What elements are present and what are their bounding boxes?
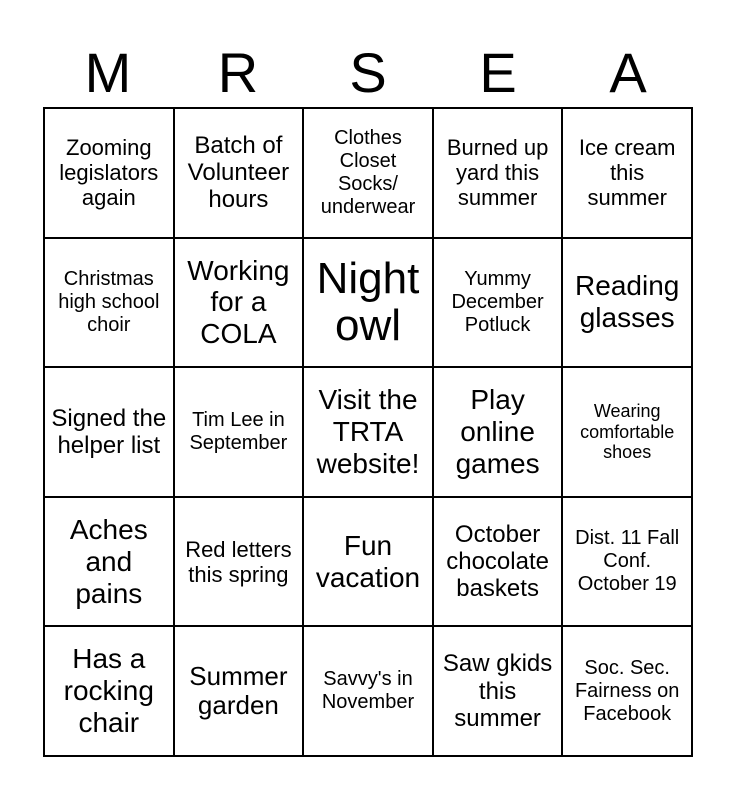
cell-text: Yummy December Potluck <box>451 268 544 336</box>
bingo-cell-r2c3[interactable] <box>304 239 434 369</box>
cell-text: Burned up yard this summer <box>446 135 549 211</box>
header-letter-s: S <box>349 41 387 104</box>
bingo-cell-r4c2[interactable] <box>175 498 305 628</box>
cell-text: October chocolate baskets <box>446 520 549 603</box>
cell-text: Reading glasses <box>575 270 680 334</box>
cell-text: Savvy's in November <box>321 668 415 714</box>
bingo-cell-r4c1[interactable] <box>45 498 175 628</box>
cell-text: Night owl <box>316 253 420 351</box>
cell-text: Fun vacation <box>315 529 421 593</box>
bingo-cell-r5c1[interactable] <box>45 627 175 757</box>
cell-text: Saw gkids this summer <box>442 650 553 732</box>
cell-text: Aches and pains <box>69 513 148 609</box>
cell-text: Clothes Closet Socks/ underwear <box>320 127 416 218</box>
bingo-header <box>43 40 693 106</box>
bingo-cell-r3c2[interactable] <box>175 368 305 498</box>
bingo-cell-r5c2[interactable] <box>175 627 305 757</box>
bingo-cell-r2c4[interactable] <box>434 239 564 369</box>
header-letter-e: E <box>479 41 517 104</box>
header-letter-m: M <box>84 41 132 104</box>
cell-text: Dist. 11 Fall Conf. October 19 <box>575 527 680 595</box>
cell-text: Has a rocking chair <box>63 643 154 739</box>
cell-text: Batch of Volunteer hours <box>187 131 290 214</box>
cell-text: Ice cream this summer <box>578 135 676 211</box>
bingo-cell-r4c5[interactable] <box>563 498 693 628</box>
bingo-cell-r4c3[interactable] <box>304 498 434 628</box>
bingo-cell-r2c2[interactable] <box>175 239 305 369</box>
cell-text: Red letters this spring <box>185 536 292 587</box>
bingo-cell-r1c2[interactable] <box>175 109 305 239</box>
cell-text: Zooming legislators again <box>59 135 159 211</box>
header-letter-a: A <box>609 41 647 104</box>
cell-text: Working for a COLA <box>187 254 290 350</box>
bingo-cell-r2c1[interactable] <box>45 239 175 369</box>
bingo-cell-r5c3[interactable] <box>304 627 434 757</box>
bingo-cell-r5c4[interactable] <box>434 627 564 757</box>
cell-text: Summer garden <box>189 660 288 721</box>
bingo-cell-r1c1[interactable] <box>45 109 175 239</box>
cell-text: Soc. Sec. Fairness on Facebook <box>574 657 680 725</box>
bingo-cell-r1c4[interactable] <box>434 109 564 239</box>
bingo-cell-r5c5[interactable] <box>563 627 693 757</box>
bingo-cell-r3c5[interactable] <box>563 368 693 498</box>
bingo-cell-r1c3[interactable] <box>304 109 434 239</box>
cell-text: Visit the TRTA website! <box>316 384 420 479</box>
bingo-cell-r2c5[interactable] <box>563 239 693 369</box>
bingo-grid <box>43 107 693 757</box>
cell-text: Signed the helper list <box>51 404 167 459</box>
bingo-cell-r3c1[interactable] <box>45 368 175 498</box>
header-letter-r: R <box>217 41 259 104</box>
cell-text: Tim Lee in September <box>189 409 288 454</box>
bingo-cell-r3c3[interactable] <box>304 368 434 498</box>
cell-text: Christmas high school choir <box>58 268 160 336</box>
bingo-cell-r1c5[interactable] <box>563 109 693 239</box>
cell-text: Play online games <box>455 384 540 479</box>
bingo-cell-r4c4[interactable] <box>434 498 564 628</box>
bingo-cell-r3c4[interactable] <box>434 368 564 498</box>
cell-text: Wearing comfortable shoes <box>580 401 675 463</box>
